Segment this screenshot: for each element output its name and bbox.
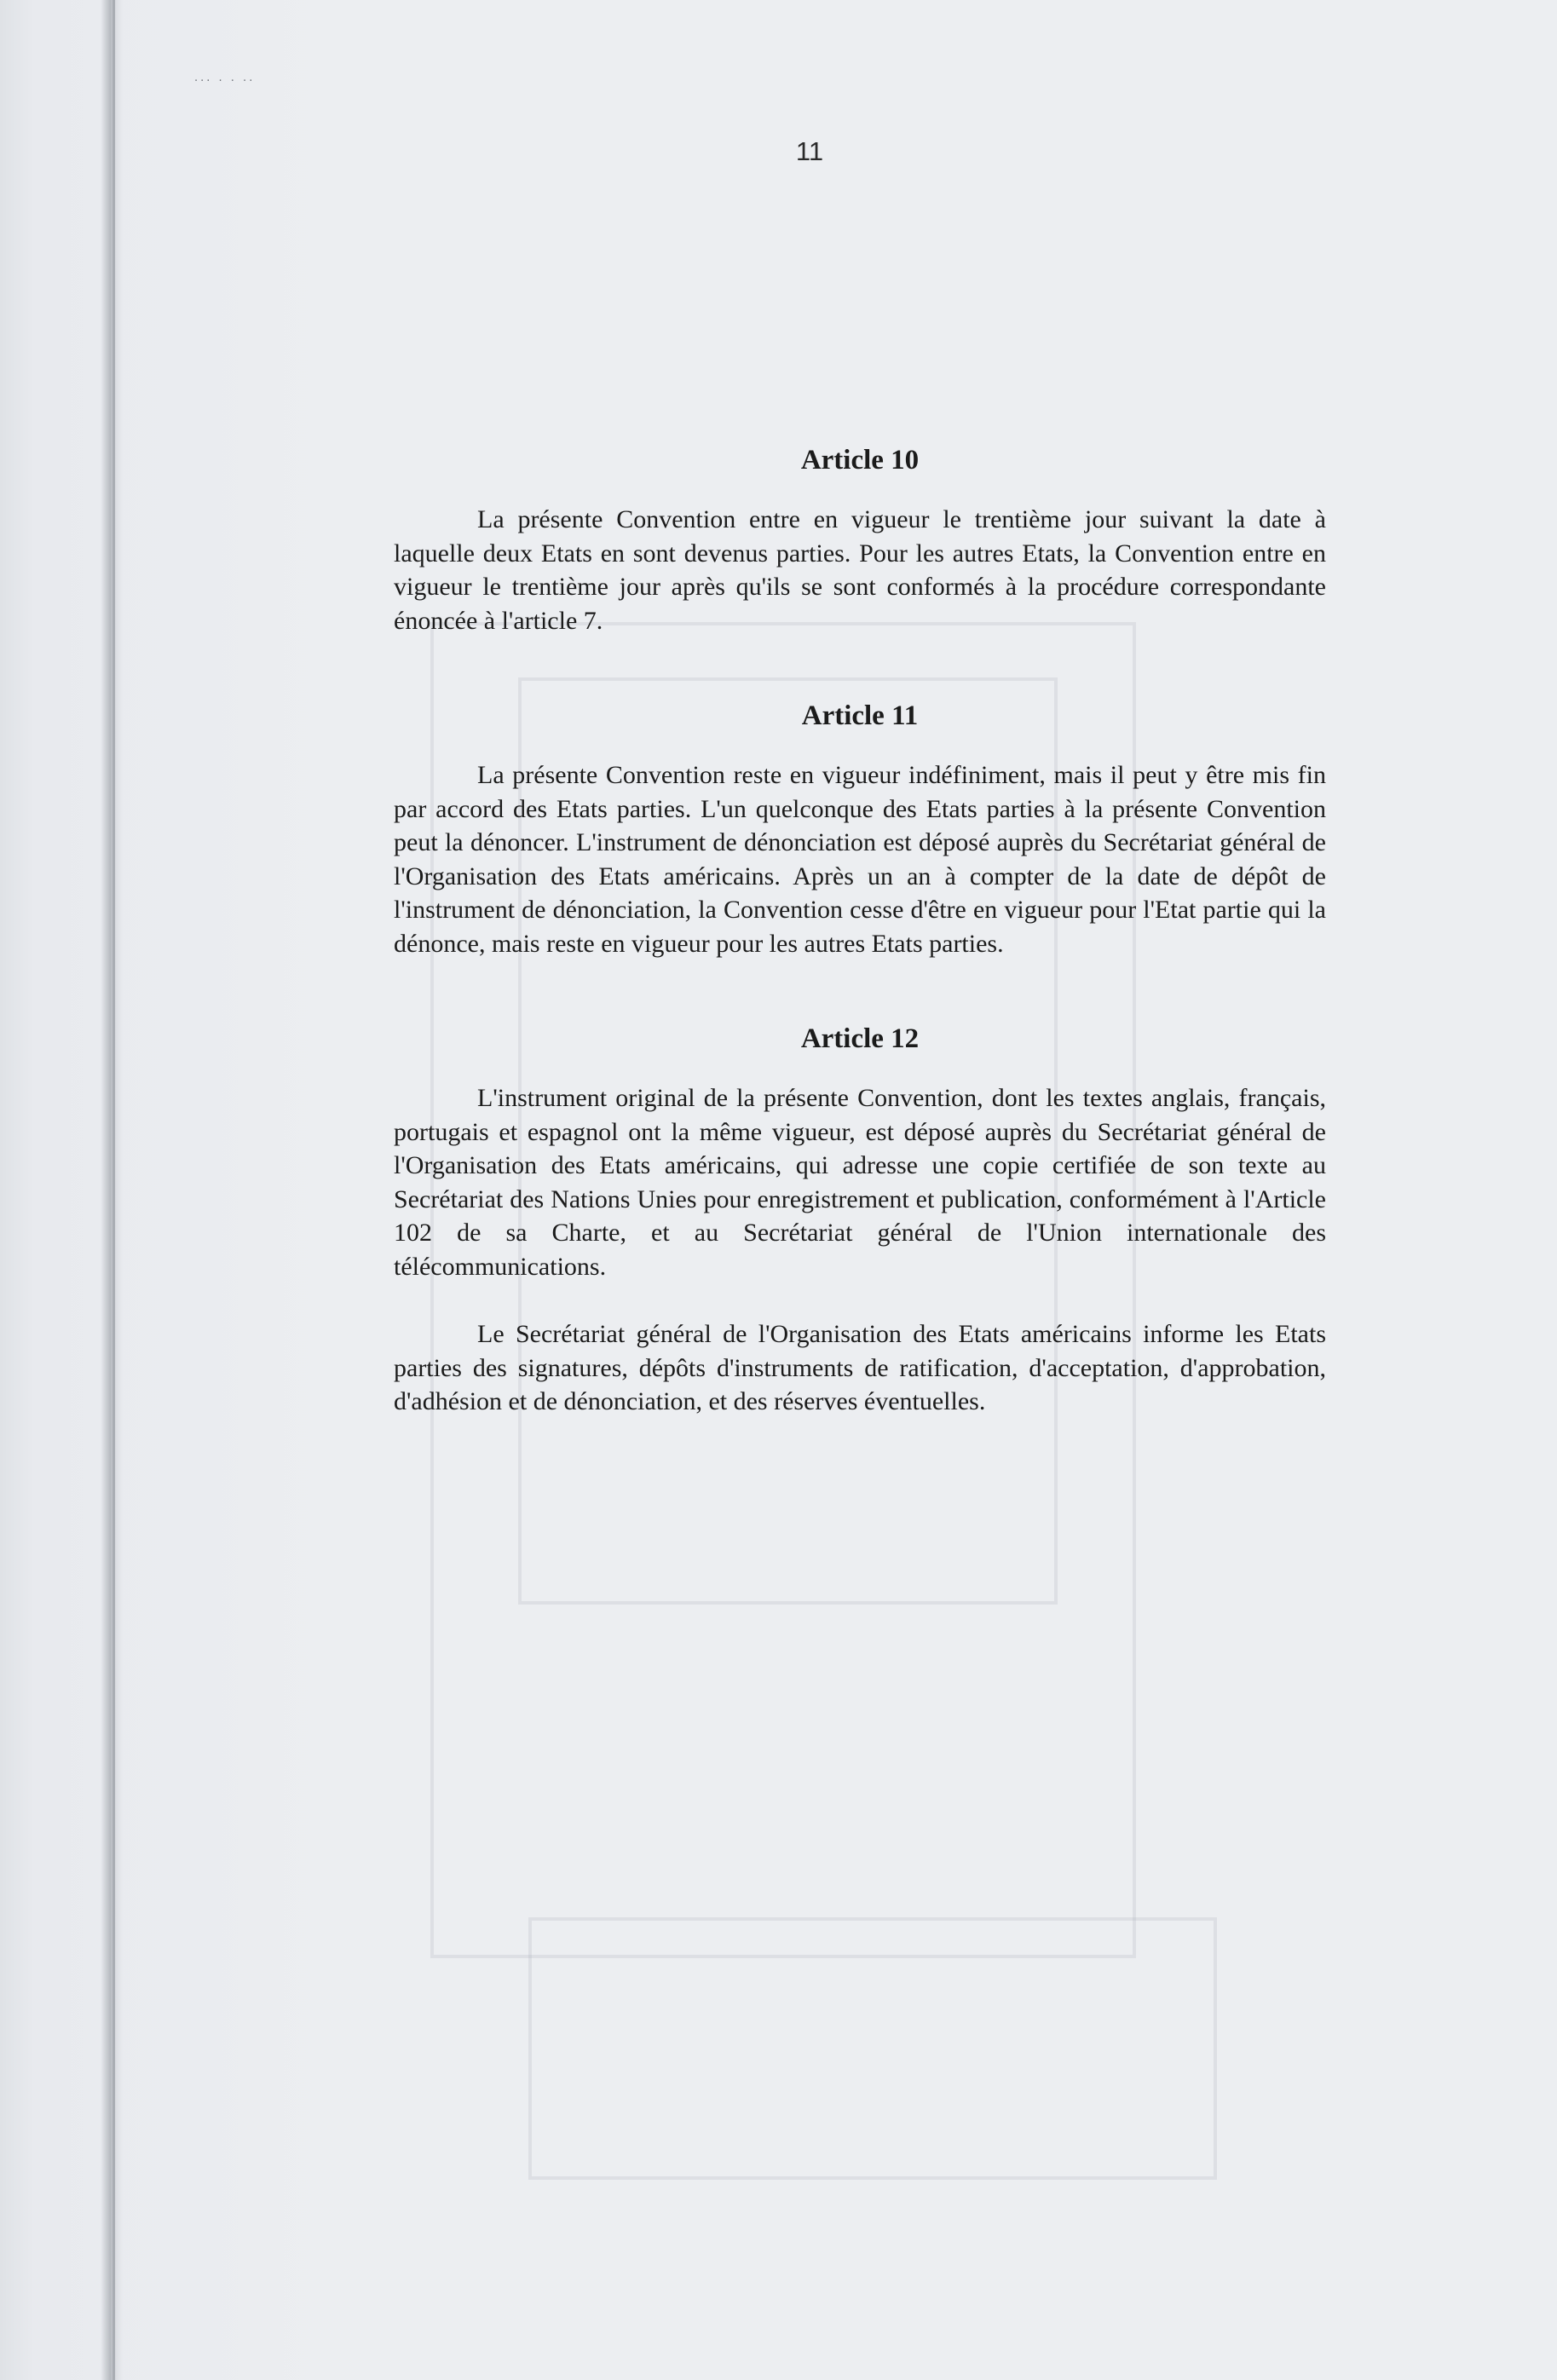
page-number: 11 <box>795 136 824 166</box>
show-through-frame-lower <box>528 1917 1217 2180</box>
corner-mark: ··· · · ·· <box>194 75 256 88</box>
article-heading: Article 12 <box>800 1023 920 1054</box>
article-paragraph: La présente Convention reste en vigueur indéfiniment, mais il peut y être mis fin par accord des Etats parties. L'un quelconque des Etats parties à la présente Convention peut la dénoncer. L'instrument de dénonciation est déposé auprès du Secrétariat général de l'Organisation des Etats américains. Après un an à compter de la date de dépôt de l'instrument de dénonciation, la Convention cesse d'être en vigueur pour l'Etat partie qui la dénonce, mais reste en vigueur pour les autres Etats parties. <box>394 761 1326 958</box>
article-paragraph: Le Secrétariat général de l'Organisation des Etats américains informe les Etats parties des signatures, dépôts d'instruments de ratification, d'acceptation, d'approbation, d'adhésion et de dénonciation, et des réserves éventuelles. <box>394 1320 1326 1415</box>
article-heading: Article 10 <box>800 445 920 475</box>
article-11 <box>394 699 1326 960</box>
article-paragraph: La présente Convention entre en vigueur le trentième jour suivant la date à laquelle deux Etats en sont devenus parties. Pour les autres Etats, la Convention entre en vigueur le trentième jour après qu'ils se sont conformés à la procédure correspondante énoncée à l'article 7. <box>394 505 1326 635</box>
document-body <box>394 443 1326 1419</box>
binding-edge <box>112 0 115 2380</box>
article-paragraph: L'instrument original de la présente Convention, dont les textes anglais, français, portugais et espagnol ont la même vigueur, est déposé auprès du Secrétariat général de l'Organisation des Etats américains, qui adresse une copie certifiée de son texte au Secrétariat des Nations Unies pour enregistrement et publication, conformément à l'Article 102 de sa Charte, et au Secrétariat général de l'Union internationale des télécommunications. <box>394 1084 1326 1281</box>
binding-shadow <box>101 0 123 2380</box>
article-heading: Article 11 <box>801 700 919 731</box>
article-12 <box>394 1022 1326 1419</box>
article-10 <box>394 443 1326 637</box>
